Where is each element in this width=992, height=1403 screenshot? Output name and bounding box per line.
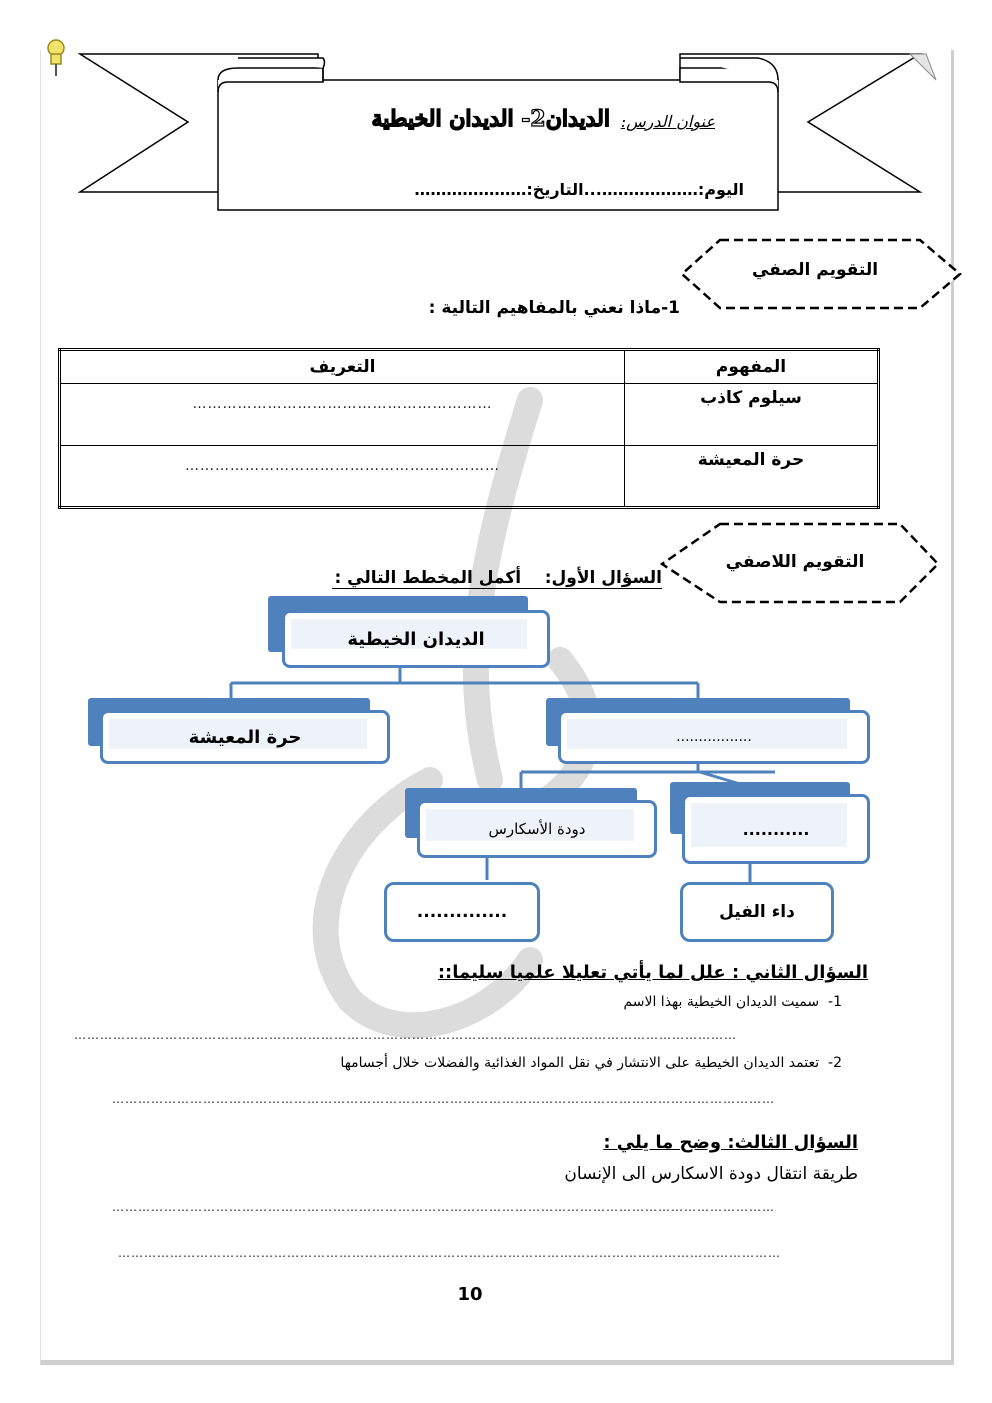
q3-answer-line-2[interactable]: ……………………………………………………………………………………………………………………………………… — [118, 1246, 781, 1260]
q2-heading: السؤال الثاني : علل لما يأتي تعليلا علميا سليما:: — [437, 962, 868, 983]
node-root-label: الديدان الخيطية — [347, 628, 485, 650]
lesson-label: عنوان الدرس: — [620, 112, 715, 131]
node-leaf-left-blank: .............. — [416, 902, 508, 922]
q3-text: طريقة انتقال دودة الاسكارس الى الإنسان — [564, 1164, 858, 1184]
q1-heading: 1-ماذا نعني بالمفاهيم التالية : — [428, 298, 680, 318]
term-cell: سيلوم كاذب — [625, 384, 879, 446]
lesson-title: الديدان2- الديدان الخيطية — [371, 106, 610, 132]
node-left-label: حرة المعيشة — [188, 726, 302, 748]
q2-item-num: 2- — [828, 1055, 842, 1071]
q3-heading: السؤال الثالث: وضح ما يلي : — [603, 1132, 858, 1153]
q2-item-text: سميت الديدان الخيطية بهذا الاسم — [623, 994, 820, 1010]
node-right-right-blank: ........... — [742, 819, 810, 839]
first-question-label: السؤال الأول: — [544, 568, 662, 588]
extra-eval-label: التقويم اللاصفي — [725, 552, 865, 572]
q2-item — [400, 994, 842, 1010]
day-date-line: اليوم:………………...التاريخ:………………… — [414, 180, 744, 199]
node-elephantiasis-label: داء الفيل — [719, 902, 795, 922]
q2-answer-line-1[interactable]: ……………………………………………………………………………………………………………………………………… — [74, 1028, 737, 1042]
definition-blank: ……………………………………………………… — [185, 458, 500, 474]
q2-item — [170, 1055, 842, 1071]
node-ascaris-label: دودة الأسكارس — [488, 820, 586, 838]
page-number: 10 — [457, 1284, 483, 1305]
q2-item-num: 1- — [828, 994, 842, 1010]
node-right-blank: ................. — [676, 729, 752, 745]
term-cell: حرة المعيشة — [625, 446, 879, 508]
q2-answer-line-2[interactable]: ……………………………………………………………………………………………………………………………………… — [112, 1092, 775, 1106]
table-header-term: المفهوم — [625, 350, 879, 384]
q2-item-text: تعتمد الديدان الخيطية على الانتشار في نقل المواد الغذائية والفضلات خلال أجسامها — [340, 1055, 820, 1071]
first-question-text: أكمل المخطط التالي : — [334, 568, 522, 588]
table-header-definition: التعريف — [60, 350, 625, 384]
class-eval-label: التقويم الصفي — [751, 260, 879, 280]
definition-blank: …………………………………………………… — [192, 396, 493, 412]
q3-answer-line-1[interactable]: ……………………………………………………………………………………………………………………………………… — [112, 1200, 775, 1214]
